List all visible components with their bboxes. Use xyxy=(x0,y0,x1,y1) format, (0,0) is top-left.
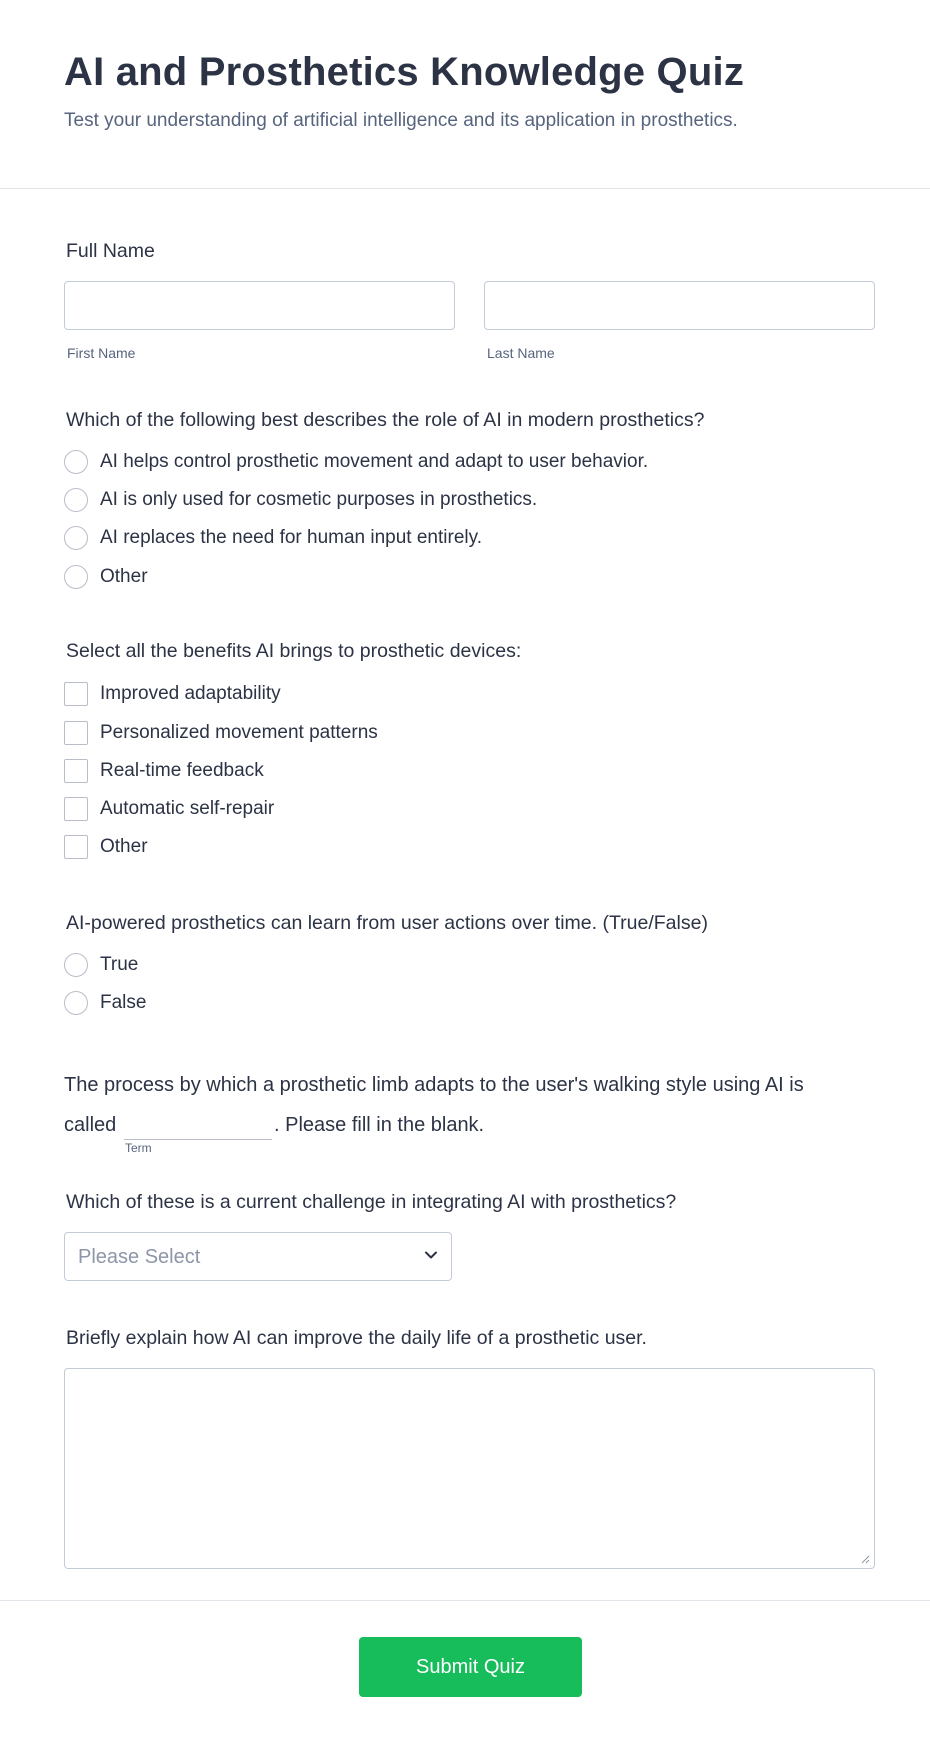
q1-option[interactable] xyxy=(64,525,482,551)
submit-quiz-button[interactable]: Submit Quiz xyxy=(359,1637,582,1697)
chevron-down-icon xyxy=(424,1248,438,1262)
footer-divider xyxy=(0,1600,930,1601)
select-placeholder: Please Select xyxy=(78,1246,201,1268)
option-label: Automatic self-repair xyxy=(100,798,275,819)
checkbox[interactable] xyxy=(64,721,88,745)
q2-option[interactable] xyxy=(64,681,281,707)
q1-option[interactable] xyxy=(64,449,648,475)
q3-option[interactable] xyxy=(64,952,138,978)
checkbox[interactable] xyxy=(64,835,88,859)
option-label: Other xyxy=(100,836,148,857)
checkbox[interactable] xyxy=(64,797,88,821)
radio-button[interactable] xyxy=(64,565,88,589)
radio-button[interactable] xyxy=(64,991,88,1015)
first-name-field[interactable] xyxy=(64,281,455,330)
explanation-textarea[interactable] xyxy=(64,1368,875,1569)
option-label: AI is only used for cosmetic purposes in prosthetics. xyxy=(100,489,538,510)
radio-button[interactable] xyxy=(64,488,88,512)
q1-label: Which of the following best describes the role of AI in modern prosthetics? xyxy=(66,409,705,431)
full-name-label: Full Name xyxy=(66,240,155,262)
q3-option[interactable] xyxy=(64,990,146,1016)
q1-option[interactable] xyxy=(64,487,537,513)
option-label: Real-time feedback xyxy=(100,760,264,781)
q4-text-line1: The process by which a prosthetic limb adapts to the user's walking style using AI is xyxy=(64,1074,804,1096)
fill-blank-input[interactable] xyxy=(124,1139,272,1140)
last-name-sublabel: Last Name xyxy=(487,345,555,361)
q2-option[interactable] xyxy=(64,834,148,860)
form-header xyxy=(0,0,930,189)
option-label: AI replaces the need for human input entirely. xyxy=(100,527,482,548)
radio-button[interactable] xyxy=(64,526,88,550)
page-title: AI and Prosthetics Knowledge Quiz xyxy=(64,50,745,94)
checkbox[interactable] xyxy=(64,682,88,706)
q2-option[interactable] xyxy=(64,758,264,784)
q2-label: Select all the benefits AI brings to prosthetic devices: xyxy=(66,640,522,662)
option-label: True xyxy=(100,954,139,975)
option-label: Personalized movement patterns xyxy=(100,722,378,743)
q3-label: AI-powered prosthetics can learn from user actions over time. (True/False) xyxy=(66,912,708,934)
q6-label: Briefly explain how AI can improve the daily life of a prosthetic user. xyxy=(66,1327,647,1349)
page-subtitle: Test your understanding of artificial intelligence and its application in prosthetics. xyxy=(64,110,738,131)
q5-label: Which of these is a current challenge in integrating AI with prosthetics? xyxy=(66,1191,677,1213)
option-label: False xyxy=(100,992,147,1013)
challenge-select[interactable] xyxy=(64,1232,452,1281)
q2-option[interactable] xyxy=(64,796,274,822)
option-label: Other xyxy=(100,566,148,587)
q1-option[interactable] xyxy=(64,564,148,590)
last-name-field[interactable] xyxy=(484,281,875,330)
checkbox[interactable] xyxy=(64,759,88,783)
radio-button[interactable] xyxy=(64,953,88,977)
option-label: AI helps control prosthetic movement and adapt to user behavior. xyxy=(100,451,649,472)
radio-button[interactable] xyxy=(64,450,88,474)
term-sublabel: Term xyxy=(125,1141,152,1155)
q2-option[interactable] xyxy=(64,720,378,746)
q4-text-after-blank: . Please fill in the blank. xyxy=(274,1114,485,1136)
resize-handle-icon[interactable] xyxy=(861,1555,870,1564)
q4-text-before-blank: called xyxy=(64,1114,117,1136)
option-label: Improved adaptability xyxy=(100,683,281,704)
first-name-sublabel: First Name xyxy=(67,345,136,361)
